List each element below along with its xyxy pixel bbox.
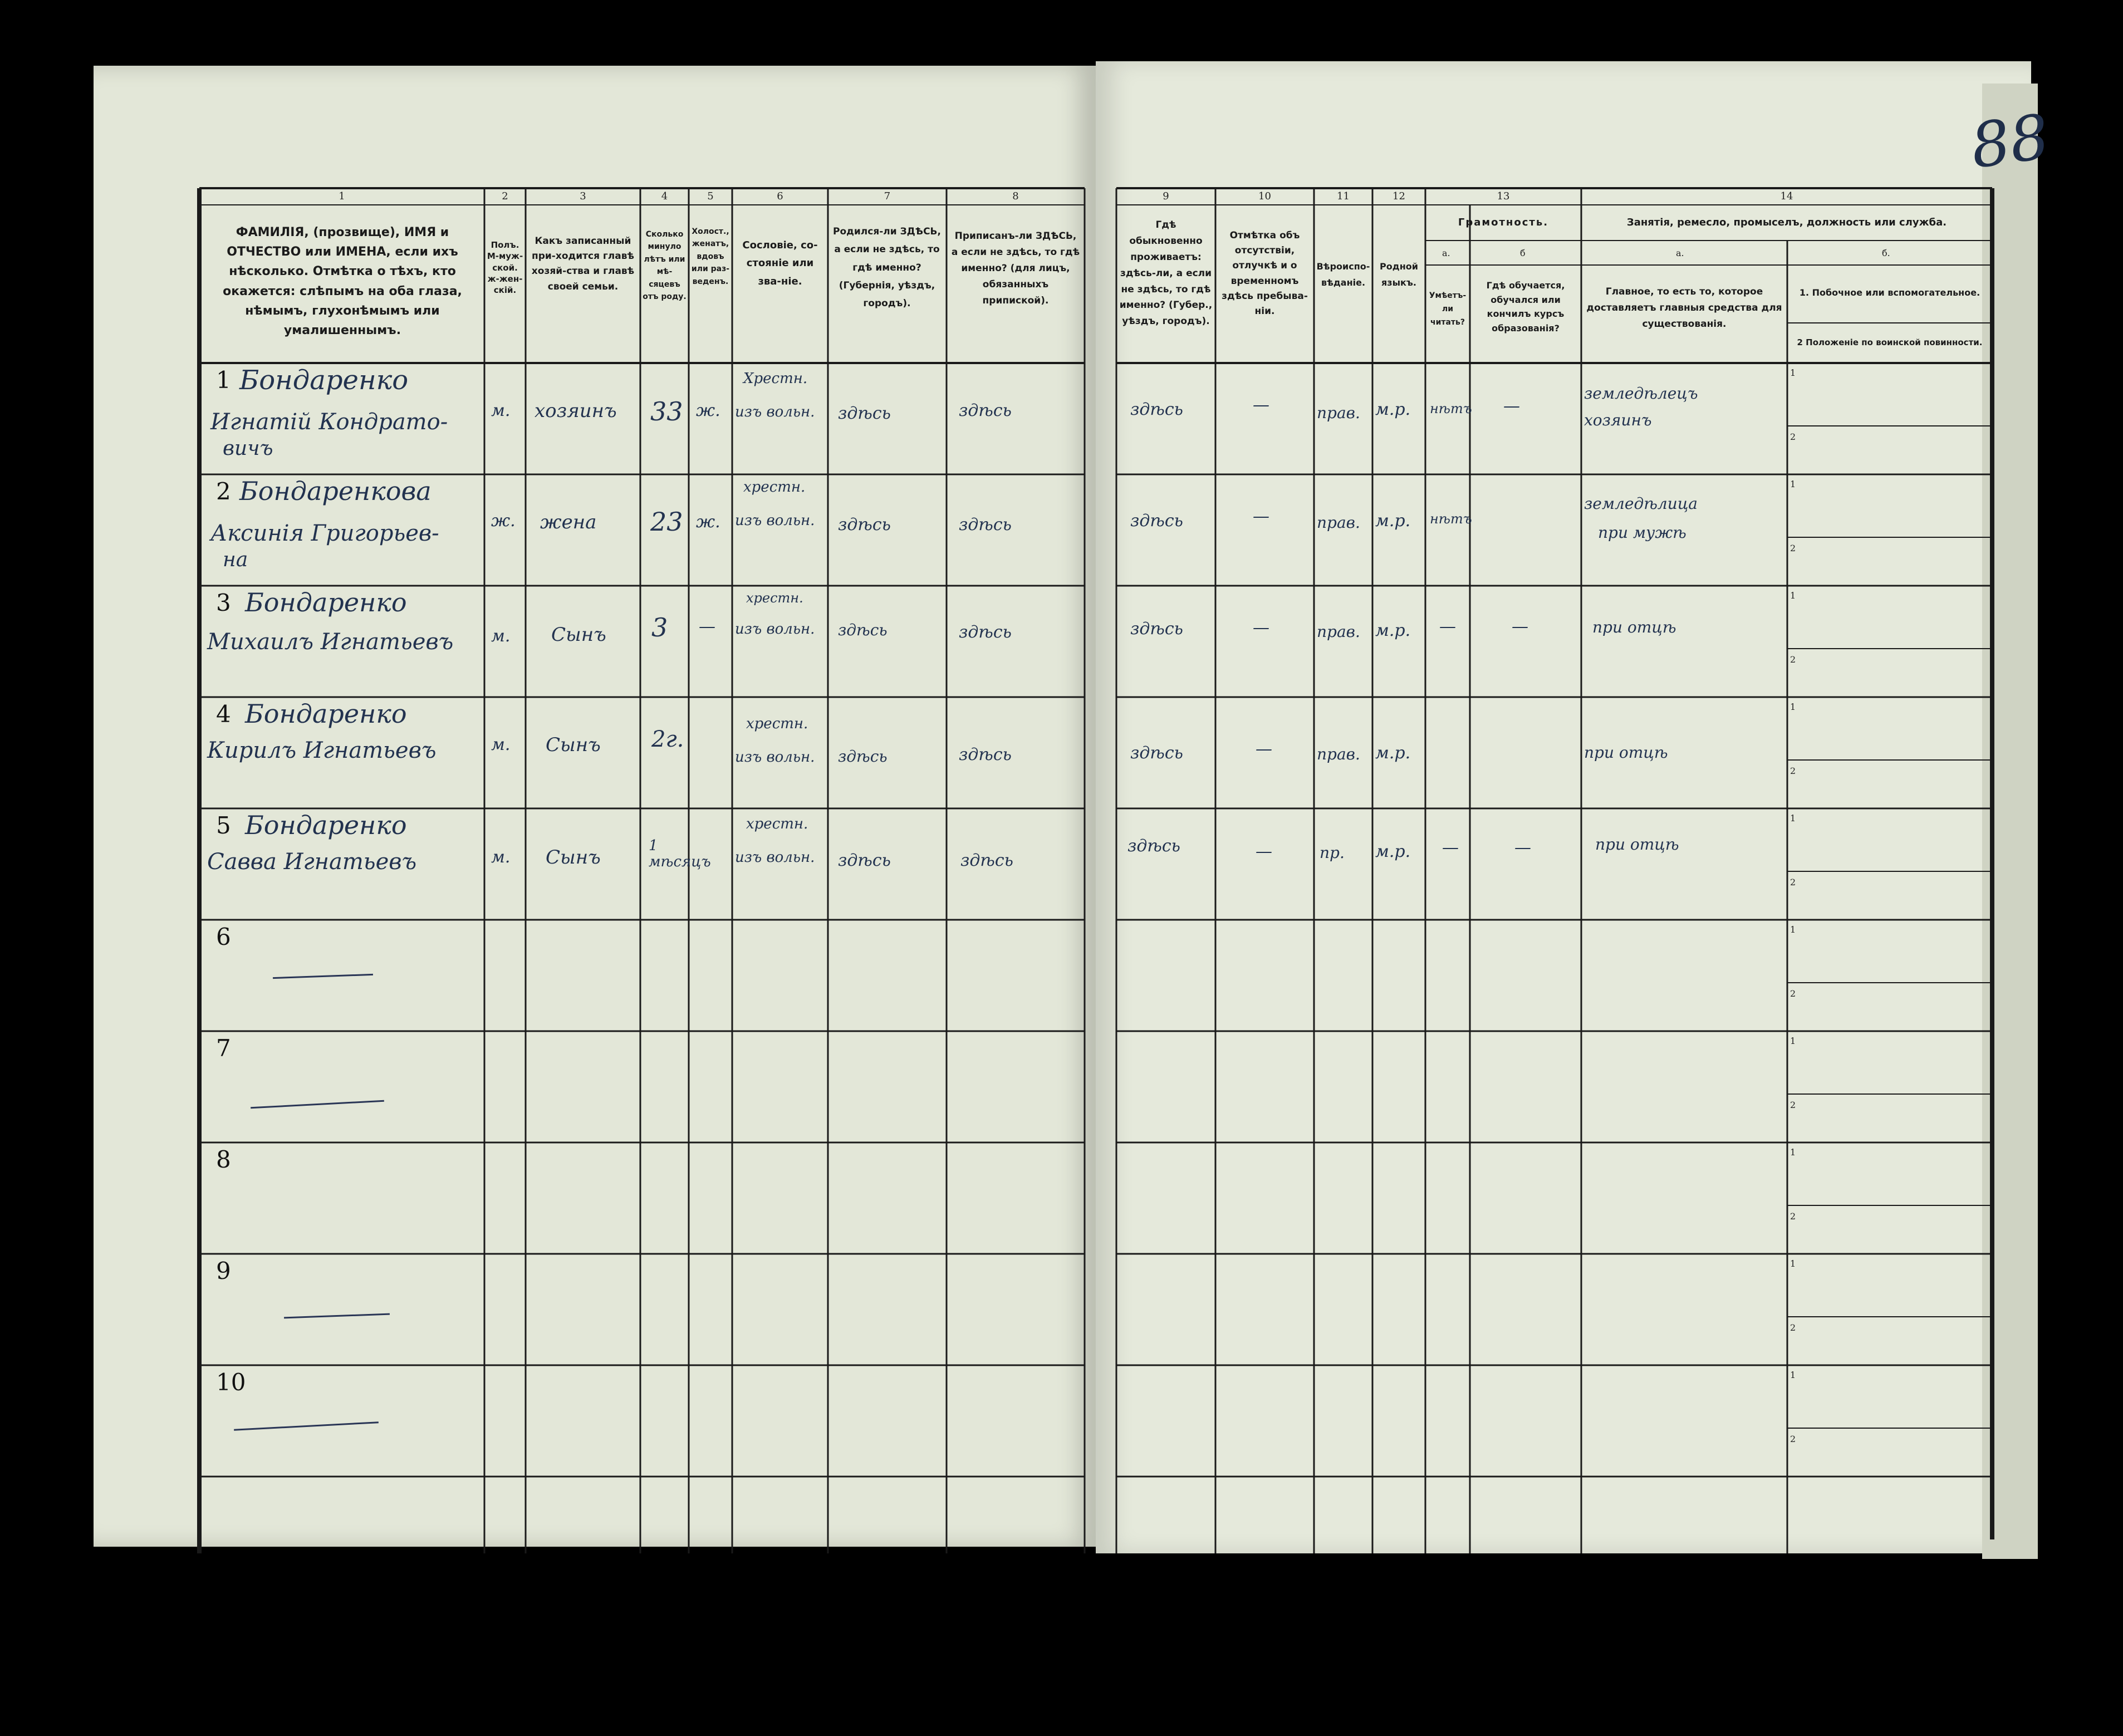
row1-registered: здѣсь bbox=[959, 401, 1012, 420]
header-occupation-a: а. bbox=[1676, 248, 1684, 258]
row2-occupation-2: при мужѣ bbox=[1598, 523, 1686, 542]
row3-residence: здѣсь bbox=[1130, 619, 1183, 639]
row5-absence: — bbox=[1256, 842, 1272, 861]
row5-residence: здѣсь bbox=[1127, 836, 1180, 856]
row1-occupation-1: земледѣлецъ bbox=[1584, 384, 1698, 403]
row2-marital: ж. bbox=[696, 512, 720, 532]
row5-class-2: изъ вольн. bbox=[735, 849, 815, 866]
row4-language: м.р. bbox=[1375, 743, 1411, 763]
row3-surname: Бондаренко bbox=[245, 587, 407, 617]
row5-sex: м. bbox=[491, 847, 511, 867]
col-number-10: 10 bbox=[1258, 190, 1271, 202]
row3-religion: прав. bbox=[1317, 622, 1360, 641]
row5-given-name: Савва Игнатьевъ bbox=[207, 849, 417, 875]
col-number-1: 1 bbox=[339, 190, 345, 202]
row1-born: здѣсь bbox=[838, 404, 891, 423]
row2-patronymic-end: на bbox=[223, 548, 248, 571]
col-number-12: 12 bbox=[1393, 190, 1405, 202]
row2-absence: — bbox=[1253, 507, 1269, 526]
row-number-3: 3 bbox=[216, 589, 231, 616]
header-education: Гдѣ обучается, обучался или кончилъ курсъ образованія? bbox=[1486, 280, 1565, 334]
row3-sex: м. bbox=[491, 626, 511, 646]
row4-sub-1: 1 bbox=[1790, 702, 1796, 712]
row5-age: 1 мѣсяцъ bbox=[649, 837, 711, 870]
row4-absence: — bbox=[1256, 739, 1272, 759]
row4-age: 2г. bbox=[651, 727, 684, 752]
row8-sub-1: 1 bbox=[1790, 1147, 1796, 1158]
row4-relation: Сынъ bbox=[546, 734, 601, 756]
row5-class-1: хрестн. bbox=[746, 816, 808, 832]
header-main-occupation: Главное, то есть то, которое доставляетъ главныя средства для существованія. bbox=[1586, 286, 1782, 330]
header-marital: Холост., женатъ, вдовъ или раз-веденъ. bbox=[691, 227, 730, 286]
row5-language: м.р. bbox=[1375, 842, 1411, 861]
row-number-10: 10 bbox=[216, 1369, 246, 1396]
row1-absence: — bbox=[1253, 395, 1269, 415]
header-literacy: Грамотность. bbox=[1458, 217, 1549, 228]
row5-born: здѣсь bbox=[838, 851, 891, 870]
row5-occupation-1: при отцѣ bbox=[1595, 835, 1679, 854]
row-number-1: 1 bbox=[216, 366, 231, 394]
row4-registered: здѣсь bbox=[959, 745, 1012, 764]
header-literacy-a: а. bbox=[1442, 248, 1450, 258]
row1-sub-1: 1 bbox=[1790, 367, 1796, 378]
row1-class-2: изъ вольн. bbox=[735, 404, 815, 420]
row2-sub-1: 1 bbox=[1790, 479, 1796, 489]
row5-sub-1: 1 bbox=[1790, 813, 1796, 823]
row-number-5: 5 bbox=[216, 812, 231, 839]
row2-religion: прав. bbox=[1317, 513, 1360, 532]
row-number-9: 9 bbox=[216, 1257, 231, 1284]
row-number-8: 8 bbox=[216, 1146, 231, 1173]
col-number-6: 6 bbox=[777, 190, 783, 202]
header-absence: Отмѣтка объ отсутствіи, отлучкѣ и о временномъ здѣсь пребыва-ніи. bbox=[1222, 230, 1308, 317]
row-number-4: 4 bbox=[216, 700, 231, 728]
row3-born: здѣсь bbox=[838, 621, 888, 639]
row3-age: 3 bbox=[651, 612, 668, 643]
row2-relation: жена bbox=[540, 511, 597, 533]
row1-surname: Бондаренко bbox=[239, 365, 409, 396]
row-number-7: 7 bbox=[216, 1034, 231, 1062]
row2-occupation-1: земледѣлица bbox=[1584, 494, 1698, 513]
row1-occupation-2: хозяинъ bbox=[1584, 411, 1652, 429]
row2-given-name: Аксинія Григорьев- bbox=[210, 521, 439, 546]
col-number-9: 9 bbox=[1163, 190, 1169, 202]
row3-given-name: Михаилъ Игнатьевъ bbox=[207, 629, 454, 655]
row-number-6: 6 bbox=[216, 923, 231, 950]
row3-absence: — bbox=[1253, 618, 1269, 637]
row7-sub-2: 2 bbox=[1790, 1100, 1796, 1110]
row2-sex: ж. bbox=[491, 511, 516, 531]
row1-relation: хозяинъ bbox=[535, 400, 617, 422]
row4-sub-2: 2 bbox=[1790, 766, 1796, 776]
header-occupation-b: б. bbox=[1882, 248, 1890, 258]
header-side-occupation: 1. Побочное или вспомогательное. bbox=[1799, 287, 1980, 298]
row3-sub-1: 1 bbox=[1790, 590, 1796, 601]
row3-marital: — bbox=[699, 617, 715, 636]
row1-age: 33 bbox=[650, 396, 683, 426]
header-born: Родился-ли ЗДѢСЬ, а если не здѣсь, то гдѣ именно? (Губернія, уѣздъ, городъ). bbox=[833, 226, 941, 310]
row1-language: м.р. bbox=[1375, 400, 1411, 419]
col-number-8: 8 bbox=[1012, 190, 1019, 202]
row10-sub-1: 1 bbox=[1790, 1370, 1796, 1380]
row3-occupation-1: при отцѣ bbox=[1592, 618, 1676, 636]
row5-education: — bbox=[1514, 838, 1531, 857]
row5-can-read: — bbox=[1442, 838, 1459, 857]
row3-class-1: хрестн. bbox=[746, 590, 803, 606]
row1-education: — bbox=[1503, 396, 1520, 416]
row3-relation: Сынъ bbox=[551, 624, 606, 646]
row2-age: 23 bbox=[650, 507, 683, 537]
row4-religion: прав. bbox=[1317, 745, 1360, 763]
row10-sub-2: 2 bbox=[1790, 1434, 1796, 1444]
row6-sub-1: 1 bbox=[1790, 924, 1796, 935]
row4-surname: Бондаренко bbox=[245, 699, 407, 729]
header-relation: Какъ записанный при-ходится главѣ хозяй-ства и главѣ своей семьи. bbox=[531, 236, 635, 292]
row5-religion: пр. bbox=[1320, 844, 1345, 862]
row1-marital: ж. bbox=[696, 401, 720, 420]
col-number-14: 14 bbox=[1780, 190, 1793, 202]
row1-can-read: нѣтъ bbox=[1430, 401, 1472, 416]
col-number-13: 13 bbox=[1497, 190, 1510, 202]
col-number-11: 11 bbox=[1337, 190, 1350, 202]
header-class: Сословіе, со-стояніе или зва-ніе. bbox=[742, 239, 818, 287]
header-occupation: Занятія, ремесло, промыселъ, должность или служба. bbox=[1626, 217, 1947, 228]
row7-sub-1: 1 bbox=[1790, 1036, 1796, 1046]
header-religion: Вѣроиспо-вѣданіе. bbox=[1316, 261, 1370, 288]
row1-religion: прав. bbox=[1317, 404, 1360, 422]
col-number-4: 4 bbox=[661, 190, 668, 202]
row5-surname: Бондаренко bbox=[245, 810, 407, 840]
row4-class-1: хрестн. bbox=[746, 715, 808, 732]
header-residence: Гдѣ обыкновенно проживаетъ: здѣсь-ли, а если не здѣсь, то гдѣ именно? (Губер., уѣздъ, городъ). bbox=[1119, 219, 1213, 327]
row9-sub-1: 1 bbox=[1790, 1258, 1796, 1269]
row2-class-1: хрестн. bbox=[743, 479, 806, 496]
row8-sub-2: 2 bbox=[1790, 1211, 1796, 1222]
header-can-read: Умѣетъ-ли читать? bbox=[1429, 291, 1467, 327]
row1-residence: здѣсь bbox=[1130, 400, 1183, 419]
header-name: ФАМИЛІЯ, (прозвище), ИМЯ и ОТЧЕСТВО или ИМЕНА, если ихъ нѣсколько. Отмѣтка о тѣхъ, кто окажется: слѣпымъ на оба глаза, нѣмымъ, глухонѣмымъ или умалишеннымъ. bbox=[223, 225, 462, 337]
row5-relation: Сынъ bbox=[546, 846, 601, 869]
row5-sub-2: 2 bbox=[1790, 877, 1796, 887]
header-literacy-b: б bbox=[1520, 248, 1526, 258]
header-sex: Полъ. М-муж-ской. ж-жен-скій. bbox=[487, 240, 523, 295]
row2-can-read: нѣтъ bbox=[1430, 511, 1472, 527]
row3-education: — bbox=[1512, 617, 1528, 636]
row2-language: м.р. bbox=[1375, 511, 1411, 531]
row4-occupation-1: при отцѣ bbox=[1584, 743, 1668, 762]
row1-patronymic-end: вичъ bbox=[223, 437, 273, 460]
row4-given-name: Кирилъ Игнатьевъ bbox=[207, 738, 437, 763]
col-number-3: 3 bbox=[580, 190, 586, 202]
row3-registered: здѣсь bbox=[959, 622, 1012, 642]
page-number: 88 bbox=[1966, 100, 2054, 183]
col-number-2: 2 bbox=[502, 190, 508, 202]
row3-class-2: изъ вольн. bbox=[735, 621, 815, 637]
row2-born: здѣсь bbox=[838, 515, 891, 534]
row5-registered: здѣсь bbox=[960, 851, 1013, 870]
row2-sub-2: 2 bbox=[1790, 543, 1796, 553]
row1-given-name: Игнатій Кондрато- bbox=[210, 409, 448, 435]
row3-can-read: — bbox=[1439, 617, 1456, 636]
row4-sex: м. bbox=[491, 735, 511, 754]
row1-sex: м. bbox=[491, 401, 511, 420]
row1-class-1: Хрестн. bbox=[743, 370, 808, 387]
row3-language: м.р. bbox=[1375, 621, 1411, 640]
col-number-5: 5 bbox=[707, 190, 714, 202]
row6-sub-2: 2 bbox=[1790, 988, 1796, 999]
row4-residence: здѣсь bbox=[1130, 743, 1183, 763]
row4-class-2: изъ вольн. bbox=[735, 749, 815, 766]
col-number-7: 7 bbox=[884, 190, 891, 202]
header-registered: Приписанъ-ли ЗДѢСЬ, а если не здѣсь, то гдѣ именно? (для лицъ, обязанныхъ припиской). bbox=[951, 231, 1080, 306]
row3-sub-2: 2 bbox=[1790, 654, 1796, 665]
row4-born: здѣсь bbox=[838, 747, 888, 766]
header-language: Родной языкъ. bbox=[1380, 261, 1418, 288]
row9-sub-2: 2 bbox=[1790, 1322, 1796, 1333]
row2-surname: Бондаренкова bbox=[239, 476, 432, 506]
row2-registered: здѣсь bbox=[959, 515, 1012, 534]
row2-class-2: изъ вольн. bbox=[735, 512, 815, 529]
row-number-2: 2 bbox=[216, 478, 231, 505]
header-age: Сколько минуло лѣтъ или мѣ-сяцевъ отъ роду. bbox=[643, 230, 687, 301]
row2-residence: здѣсь bbox=[1130, 511, 1183, 531]
row1-sub-2: 2 bbox=[1790, 431, 1796, 442]
header-military: 2 Положеніе по воинской повинности. bbox=[1797, 337, 1983, 347]
